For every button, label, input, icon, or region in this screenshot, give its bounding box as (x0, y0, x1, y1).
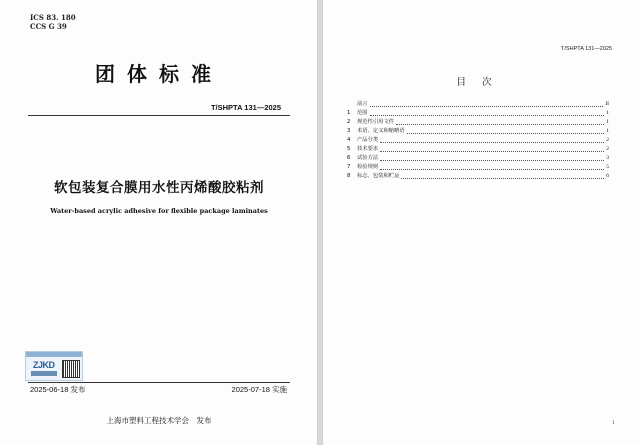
standard-type-title: 团体标准 (95, 62, 223, 86)
toc-item-page: 3 (606, 155, 609, 161)
toc-item-number: 6 (347, 155, 351, 161)
toc-item-number: 8 (347, 173, 351, 179)
toc-item-label: 产品分类 (357, 137, 379, 143)
toc-item[interactable] (347, 136, 609, 145)
implementation-date: 2025-07-18 实施 (231, 385, 287, 394)
toc-item-number: 7 (347, 164, 351, 170)
toc-item-page: 2 (606, 137, 609, 143)
toc-leader-dots (401, 178, 604, 179)
issue-date: 2025-06-18 发布 (30, 385, 86, 394)
top-divider (28, 115, 290, 116)
badge-logo-bar (31, 371, 57, 376)
toc-item-number: 2 (347, 119, 351, 125)
table-of-contents-page (322, 0, 640, 445)
toc-item-page: 1 (606, 110, 609, 116)
toc-item-label: 前言 (357, 101, 368, 107)
toc-item[interactable] (347, 154, 609, 163)
toc-item-label: 规范性引用文件 (357, 119, 395, 125)
toc-leader-dots (370, 106, 604, 107)
toc-item[interactable] (347, 172, 609, 181)
toc-item[interactable] (347, 163, 609, 172)
toc-item-page: 6 (606, 173, 609, 179)
badge-banner (26, 352, 82, 357)
toc-leader-dots (380, 151, 604, 152)
bottom-divider (28, 382, 290, 383)
toc-item-page: 2 (606, 146, 609, 152)
toc-item-number: 1 (347, 110, 351, 116)
toc-item-page: II (605, 101, 609, 107)
toc-leader-dots (370, 115, 605, 116)
toc-item-page: 5 (606, 164, 609, 170)
toc-item-number: 3 (347, 128, 351, 134)
toc-leader-dots (380, 169, 604, 170)
cover-page (0, 0, 318, 445)
toc-item-number: 4 (347, 137, 351, 143)
classification-codes (30, 13, 76, 31)
toc-leader-dots (380, 142, 604, 143)
ccs-code: CCS G 39 (30, 22, 67, 31)
toc-item-label: 术语、定义和缩略语 (357, 128, 405, 134)
toc-leader-dots (380, 160, 604, 161)
toc-item-label: 技术要求 (357, 146, 379, 152)
toc-item-number: 5 (347, 146, 351, 152)
toc-item-label: 范围 (357, 110, 368, 116)
toc-item-label: 检验规则 (357, 164, 379, 170)
toc-item[interactable] (347, 100, 609, 109)
toc-title: 目次 (456, 77, 508, 88)
page-footer-number: I (612, 421, 614, 426)
badge-logo: ZJKD (33, 360, 55, 370)
toc-item-page: 1 (606, 128, 609, 134)
toc-item-label: 试验方法 (357, 155, 379, 161)
toc-item-label: 标志、包装和贮运 (357, 173, 400, 179)
toc-item[interactable] (347, 145, 609, 154)
toc-item[interactable] (347, 127, 609, 136)
ics-code: ICS 83. 180 (30, 13, 76, 22)
page-header-standard-number: T/SHPTA 131—2025 (561, 46, 612, 52)
qr-code-icon (62, 360, 80, 378)
toc-item-page: 1 (606, 119, 609, 125)
toc-list (347, 100, 609, 181)
issuing-organization: 上海市塑料工程技术学会 发布 (106, 416, 212, 425)
standard-name-chinese: 软包装复合膜用水性丙烯酸胶粘剂 (54, 180, 264, 196)
toc-leader-dots (396, 124, 604, 125)
toc-leader-dots (407, 133, 605, 134)
certification-badge (25, 351, 83, 381)
standard-number: T/SHPTA 131—2025 (210, 103, 281, 112)
toc-item[interactable] (347, 118, 609, 127)
standard-name-english: Water-based acrylic adhesive for flexible package laminates (50, 207, 268, 215)
toc-item[interactable] (347, 109, 609, 118)
